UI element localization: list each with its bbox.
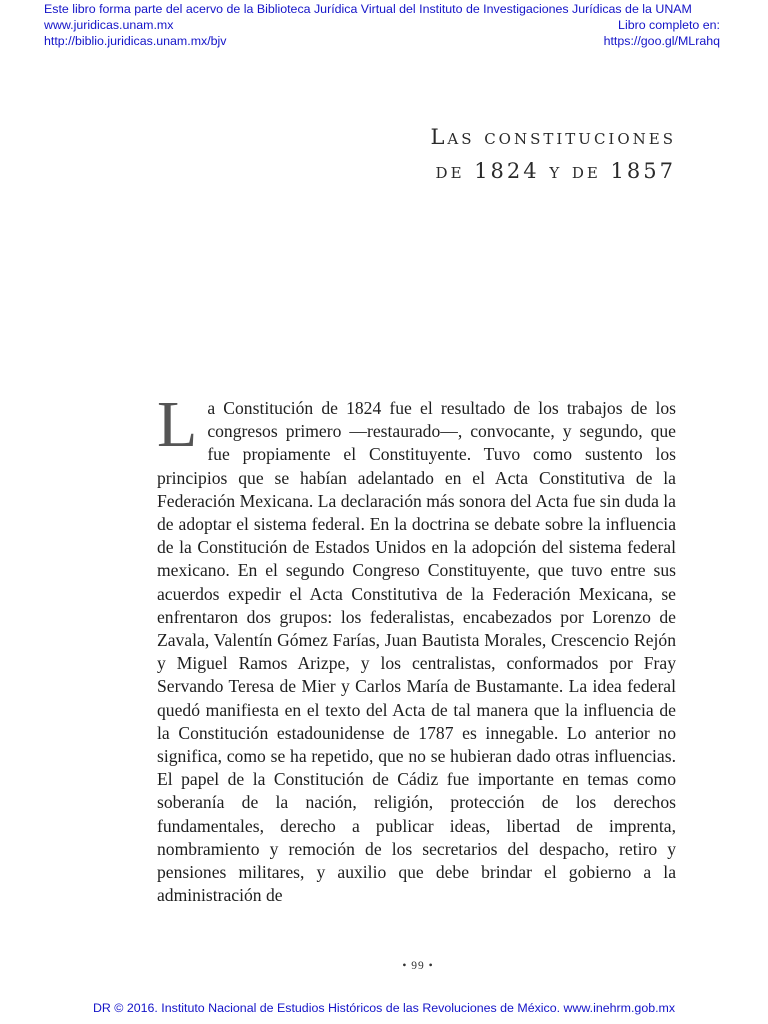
chapter-title-line1: Las constituciones	[430, 125, 676, 149]
copyright-text: DR © 2016. Instituto Nacional de Estudios Históricos de las Revoluciones de México. www.inehrm.gob.mx	[92, 1001, 676, 1015]
repository-notice: Este libro forma parte del acervo de la Biblioteca Jurídica Virtual del Instituto de Investigaciones Jurídicas de la UNAM	[44, 2, 692, 16]
juridicas-link[interactable]: www.juridicas.unam.mx	[44, 18, 174, 32]
biblio-link[interactable]: http://biblio.juridicas.unam.mx/bjv	[44, 34, 227, 48]
drop-cap: L	[157, 388, 198, 461]
chapter-title	[430, 120, 676, 188]
full-book-label: Libro completo en:	[618, 18, 720, 32]
full-book-link[interactable]: https://goo.gl/MLrahq	[603, 34, 720, 48]
body-paragraph	[157, 388, 676, 907]
page-number: • 99 •	[402, 960, 434, 972]
repository-header	[0, 0, 768, 52]
chapter-title-line2: de 1824 y de 1857	[435, 159, 676, 183]
copyright-footer	[0, 1001, 768, 1015]
paragraph-text: a Constitución de 1824 fue el resultado de los trabajos de los congresos primero —restaurado—, convocante, y segundo, que fue propiamente el Constituyente. Tuvo como sustento los principios que se habían adelantado en el Acta Constitutiva de la Federación Mexicana. La declaración más sonora del Acta fue sin duda la de adoptar el sistema federal. En la doctrina se debate sobre la influencia de la Constitución de Estados Unidos en la adopción del sistema federal mexicano. En el segundo Congreso Constituyente, que tuvo entre sus acuerdos expedir el Acta Constitutiva de la Federación Mexicana, se enfrentaron dos grupos: los federalistas, encabezados por Lorenzo de Zavala, Valentín Gómez Farías, Juan Bautista Morales, Crescencio Rejón y Miguel Ramos Arizpe, y los centralistas, conformados por Fray Servando Teresa de Mier y Carlos María de Bustamante. La idea federal quedó manifiesta en el texto del Acta de tal manera que la influencia de la Constitución estadounidense de 1787 es innegable. Lo anterior no significa, como se ha repetido, que no se hubieran dado otras influencias. El papel de la Constitución de Cádiz fue importante en temas como soberanía de la nación, religión, protección de los derechos fundamentales, derecho a publicar ideas, libertad de imprenta, nombramiento y remoción de los secretarios del despacho, retiro y pensiones militares, y auxilio que debe brindar el gobierno a la administración de	[157, 398, 676, 906]
